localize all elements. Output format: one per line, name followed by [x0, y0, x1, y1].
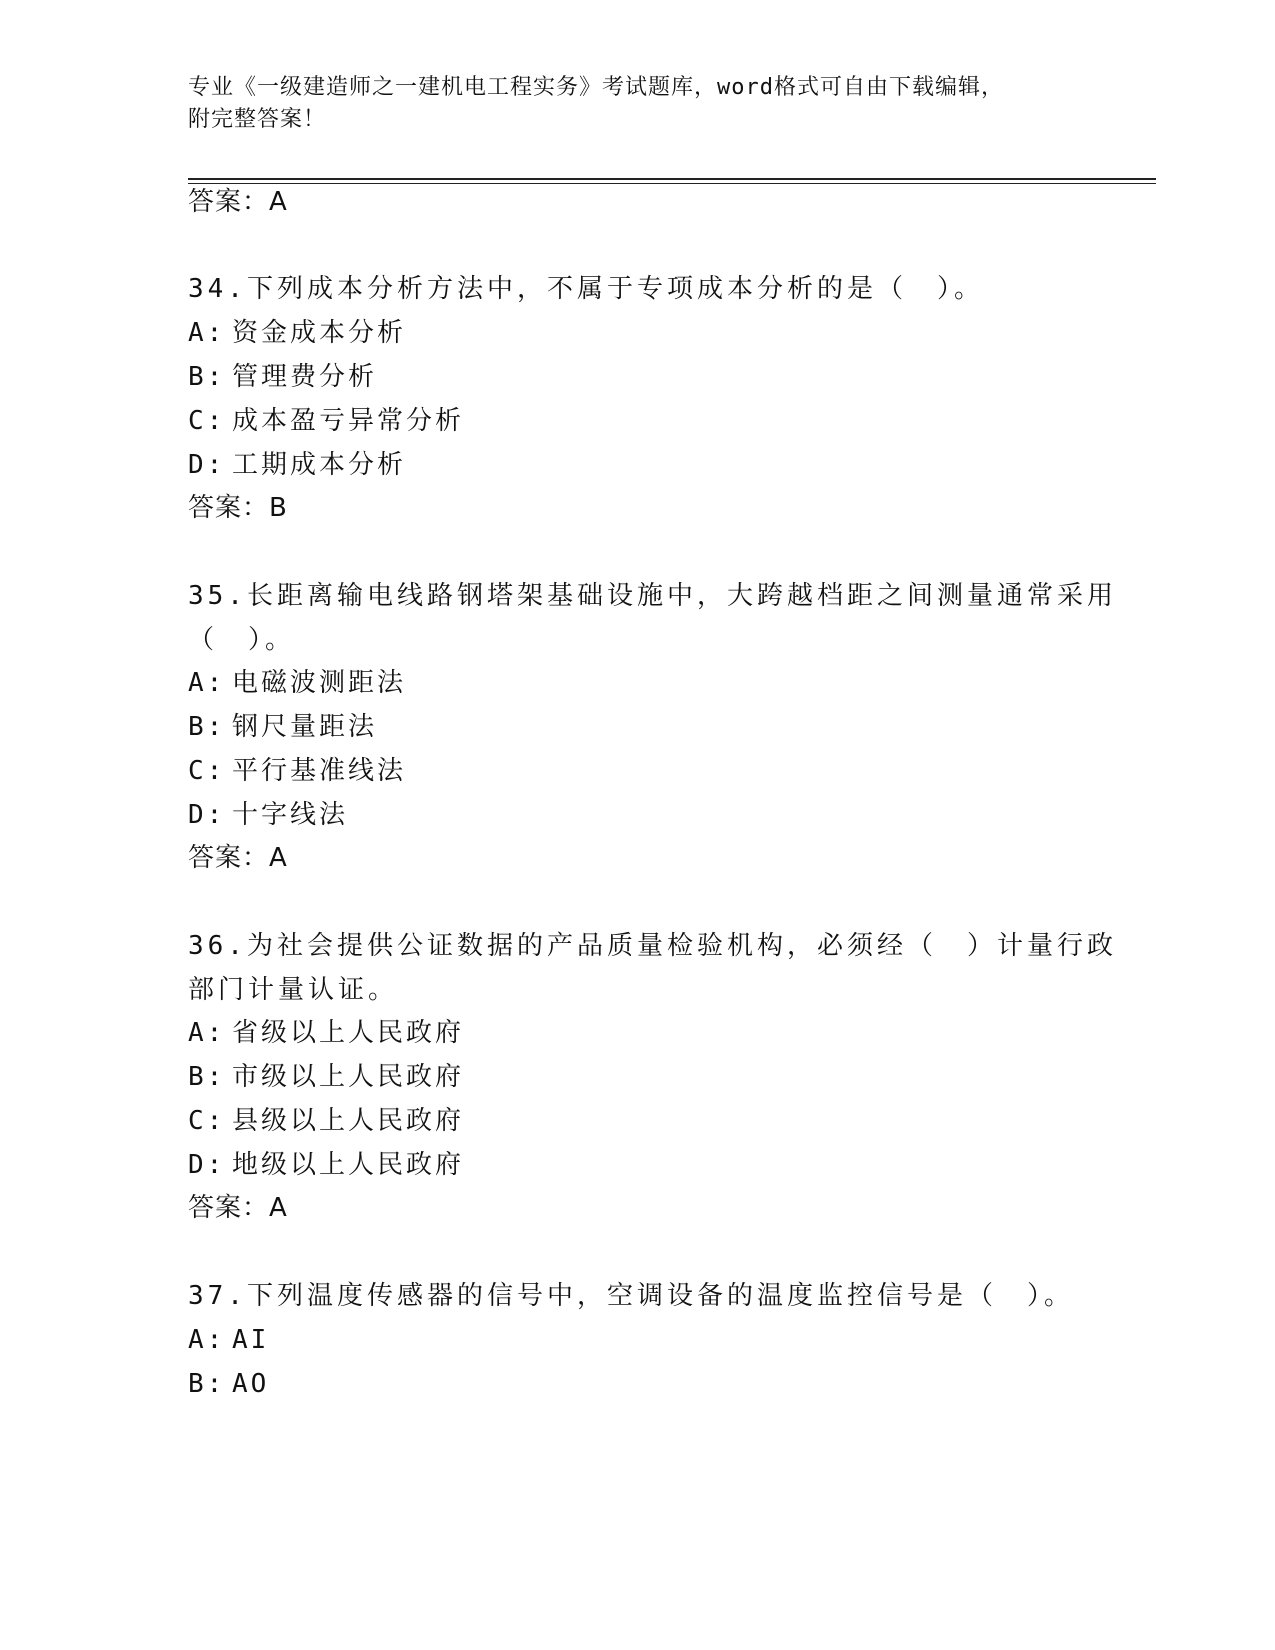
document-header: [188, 72, 1088, 136]
option-key: D:: [188, 1150, 226, 1180]
option-text: 省级以上人民政府: [232, 1018, 465, 1048]
option-text: 成本盈亏异常分析: [232, 406, 465, 436]
question-36-option-b: [188, 1059, 464, 1095]
question-34-option-a: [188, 315, 406, 351]
option-key: A:: [188, 1018, 226, 1048]
option-text: 管理费分析: [232, 362, 378, 392]
option-key: C:: [188, 1106, 226, 1136]
question-35-stem-line-1: 35.长距离输电线路钢塔架基础设施中，大跨越档距之间测量通常采用: [188, 581, 1117, 611]
question-36-stem-line-2: 部门计量认证。: [188, 975, 399, 1005]
question-37-option-b: [188, 1366, 269, 1402]
option-text: 工期成本分析: [232, 450, 407, 480]
option-text: 市级以上人民政府: [232, 1062, 465, 1092]
question-36-option-a: [188, 1015, 464, 1051]
option-key: B:: [188, 1062, 226, 1092]
question-35-stem-line-2: （ ）。: [188, 625, 296, 655]
answer-34: 答案：B: [188, 493, 288, 523]
answer-35: 答案：A: [188, 843, 288, 873]
option-text: 资金成本分析: [232, 318, 407, 348]
answer-33: 答案：A: [188, 187, 288, 217]
option-key: D:: [188, 800, 226, 830]
option-key: C:: [188, 406, 226, 436]
question-34-option-b: [188, 359, 377, 395]
option-text: 县级以上人民政府: [232, 1106, 465, 1136]
option-key: B:: [188, 362, 226, 392]
option-text: AI: [232, 1325, 270, 1355]
option-text: AO: [232, 1369, 270, 1399]
header-divider-thick: [188, 178, 1156, 180]
option-key: A:: [188, 1325, 226, 1355]
option-key: B:: [188, 1369, 226, 1399]
header-divider-thin: [188, 183, 1156, 184]
header-line-2: 附完整答案！: [188, 107, 327, 132]
option-key: D:: [188, 450, 226, 480]
option-key: A:: [188, 318, 226, 348]
question-37-stem: 37.下列温度传感器的信号中，空调设备的温度监控信号是（ ）。: [188, 1281, 1074, 1311]
question-36-option-d: [188, 1147, 464, 1183]
header-line-1: 专业《一级建造师之一建机电工程实务》考试题库，word格式可自由下载编辑，: [188, 75, 1004, 100]
question-34-stem: 34.下列成本分析方法中，不属于专项成本分析的是（ ）。: [188, 274, 984, 304]
question-35-option-a: [188, 665, 406, 701]
question-36-option-c: [188, 1103, 464, 1139]
question-34-option-c: [188, 403, 464, 439]
option-text: 钢尺量距法: [232, 712, 378, 742]
option-key: A:: [188, 668, 226, 698]
option-key: B:: [188, 712, 226, 742]
option-text: 地级以上人民政府: [232, 1150, 465, 1180]
question-35-option-c: [188, 753, 406, 789]
option-text: 电磁波测距法: [232, 668, 407, 698]
option-text: 十字线法: [232, 800, 349, 830]
question-37-option-a: [188, 1322, 269, 1358]
question-35-option-d: [188, 797, 348, 833]
question-36-stem-line-1: 36.为社会提供公证数据的产品质量检验机构，必须经（ ）计量行政: [188, 931, 1117, 961]
question-35-option-b: [188, 709, 377, 745]
answer-36: 答案：A: [188, 1193, 288, 1223]
option-key: C:: [188, 756, 226, 786]
question-34-option-d: [188, 447, 406, 483]
option-text: 平行基准线法: [232, 756, 407, 786]
